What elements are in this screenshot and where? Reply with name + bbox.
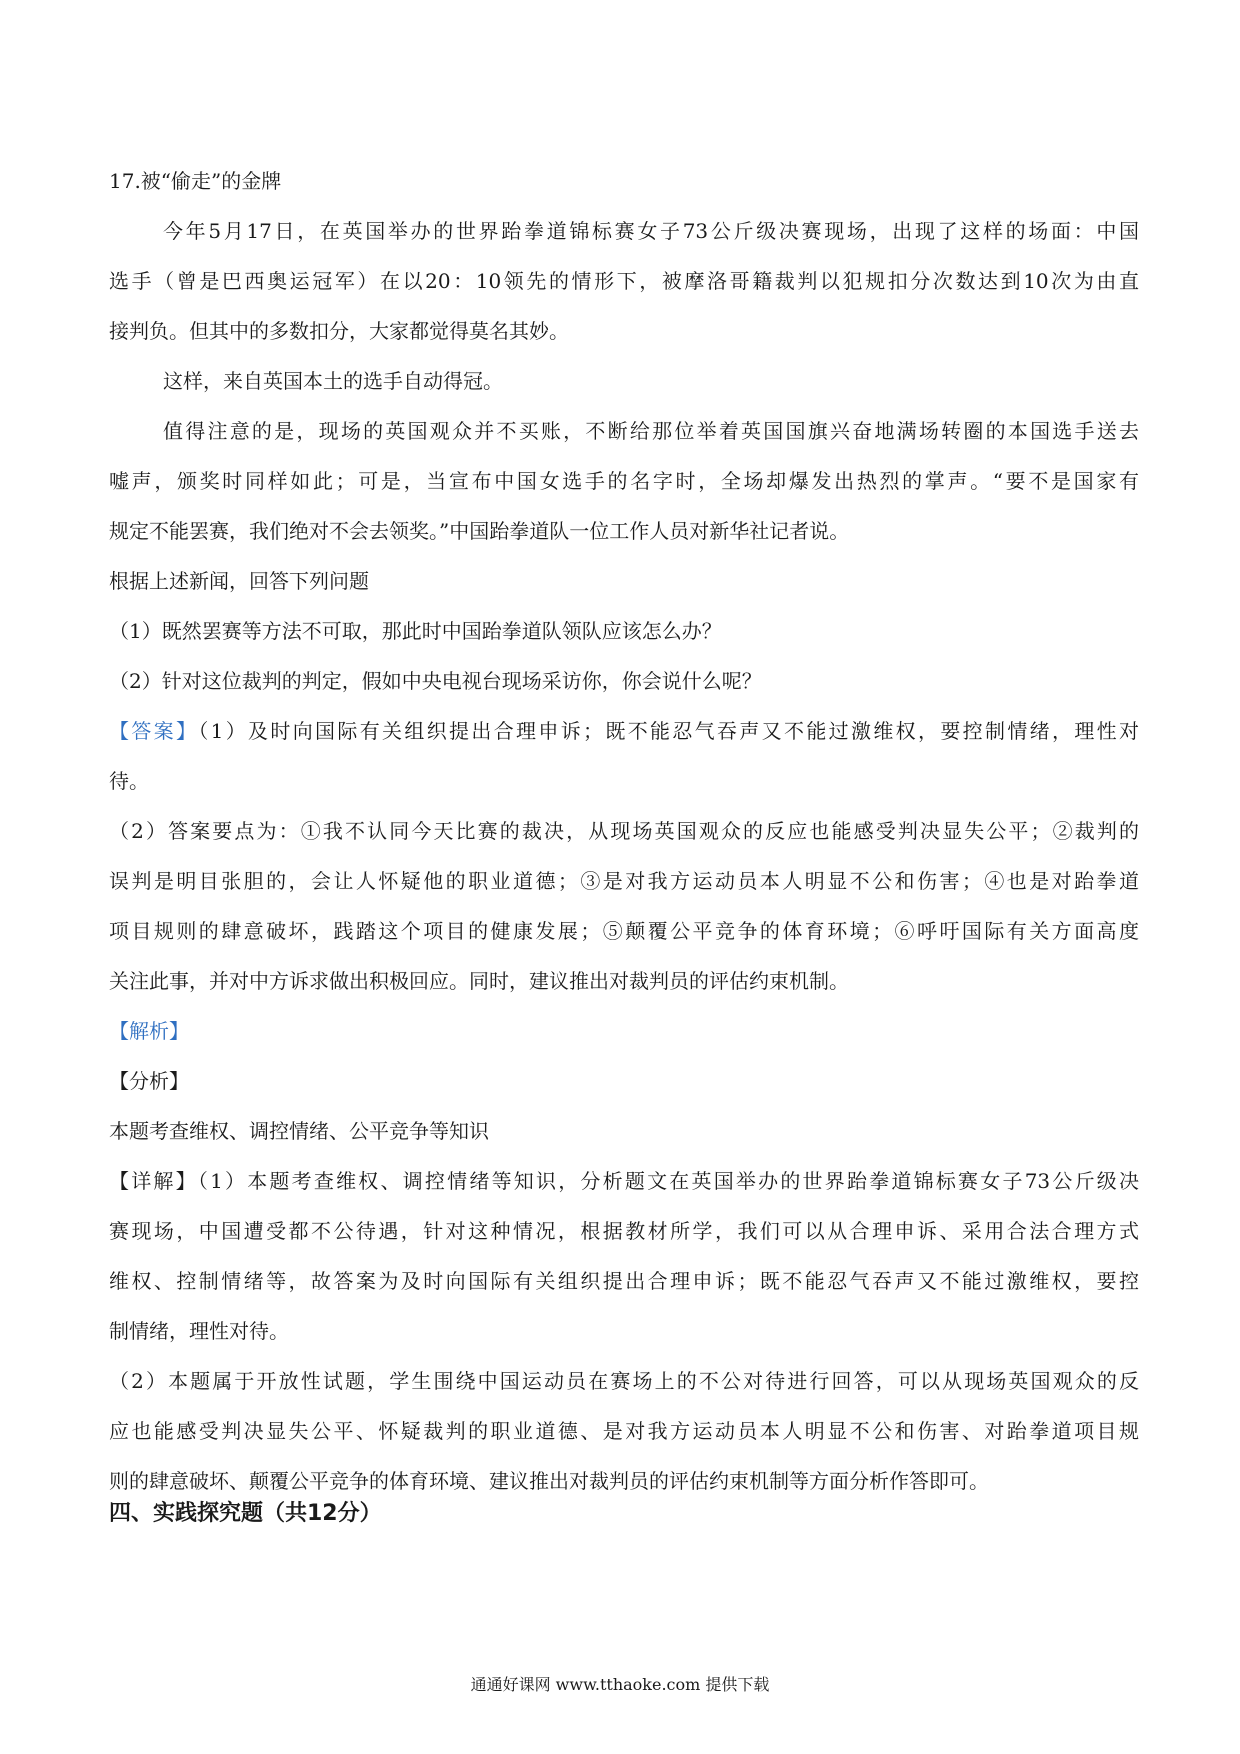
detail-line: 应也能感受判决显失公平、怀疑裁判的职业道德、是对我方运动员本人明显不公和伤害、对跆拳道项目规 (109, 1419, 1139, 1443)
answer-line: （2）答案要点为：①我不认同今天比赛的裁决，从现场英国观众的反应也能感受判决显失公平；②裁判的 (109, 819, 1139, 843)
detail-line: 制情绪，理性对待。 (109, 1319, 289, 1343)
answer-line: 待。 (109, 769, 149, 793)
paragraph-line: 今年5月17日，在英国举办的世界跆拳道锦标赛女子73公斤级决赛现场，出现了这样的场面：中国 (163, 219, 1139, 243)
detail-text: （1）本题考查维权、调控情绪等知识，分析题文在英国举办的世界跆拳道锦标赛女子73公斤级决 (197, 1169, 1139, 1193)
answer-line: 项目规则的肆意破坏，践踏这个项目的健康发展；⑤颠覆公平竞争的体育环境；⑥呼吁国际有关方面高度 (109, 919, 1139, 943)
fenxi-label: 【分析】 (109, 1069, 189, 1093)
answer-line: 误判是明目张胆的，会让人怀疑他的职业道德；③是对我方运动员本人明显不公和伤害；④也是对跆拳道 (109, 869, 1139, 893)
paragraph-line: 这样，来自英国本土的选手自动得冠。 (163, 369, 503, 393)
answer-text: （1）及时向国际有关组织提出合理申诉；既不能忍气吞声又不能过激维权，要控制情绪，理性对 (198, 719, 1139, 743)
detail-line: （2）本题属于开放性试题，学生围绕中国运动员在赛场上的不公对待进行回答，可以从现场英国观众的反 (109, 1369, 1139, 1393)
detail-line: 则的肆意破坏、颠覆公平竞争的体育环境、建议推出对裁判员的评估约束机制等方面分析作答即可。 (109, 1469, 989, 1493)
paragraph-line: 接判负。但其中的多数扣分，大家都觉得莫名其妙。 (109, 319, 569, 343)
sub-question: （1）既然罢赛等方法不可取，那此时中国跆拳道队领队应该怎么办？ (109, 619, 722, 643)
answer-label: 【答案】 (109, 719, 199, 743)
page-content (109, 156, 1139, 1506)
page-footer: 通通好课网 www.tthaoke.com 提供下载 (470, 1675, 770, 1694)
analysis-label: 【解析】 (109, 1019, 189, 1043)
detail-label: 【详解】 (109, 1169, 198, 1193)
detail-line: 维权、控制情绪等，故答案为及时向国际有关组织提出合理申诉；既不能忍气吞声又不能过激维权，要控 (109, 1269, 1139, 1293)
question-prompt: 根据上述新闻，回答下列问题 (109, 569, 369, 593)
fenxi-text: 本题考查维权、调控情绪、公平竞争等知识 (109, 1119, 489, 1143)
section-heading: 四、实践探究题（共12分） (109, 1501, 382, 1526)
detail-line: 赛现场，中国遭受都不公待遇，针对这种情况，根据教材所学，我们可以从合理申诉、采用合法合理方式 (109, 1219, 1139, 1243)
sub-question: （2）针对这位裁判的判定，假如中央电视台现场采访你，你会说什么呢？ (109, 669, 762, 693)
answer-line (109, 706, 1139, 756)
question-title: 17.被“偷走”的金牌 (109, 169, 282, 193)
detail-line (109, 1156, 1139, 1206)
paragraph-line: 选手（曾是巴西奥运冠军）在以20：10领先的情形下，被摩洛哥籍裁判以犯规扣分次数达到10次为由直 (109, 269, 1139, 293)
paragraph-line: 值得注意的是，现场的英国观众并不买账，不断给那位举着英国国旗兴奋地满场转圈的本国选手送去 (163, 419, 1139, 443)
paragraph-line: 嘘声，颁奖时同样如此；可是，当宣布中国女选手的名字时，全场却爆发出热烈的掌声。“要不是国家有 (109, 469, 1139, 493)
answer-line: 关注此事，并对中方诉求做出积极回应。同时，建议推出对裁判员的评估约束机制。 (109, 969, 849, 993)
paragraph-line: 规定不能罢赛，我们绝对不会去领奖。”中国跆拳道队一位工作人员对新华社记者说。 (109, 519, 850, 543)
